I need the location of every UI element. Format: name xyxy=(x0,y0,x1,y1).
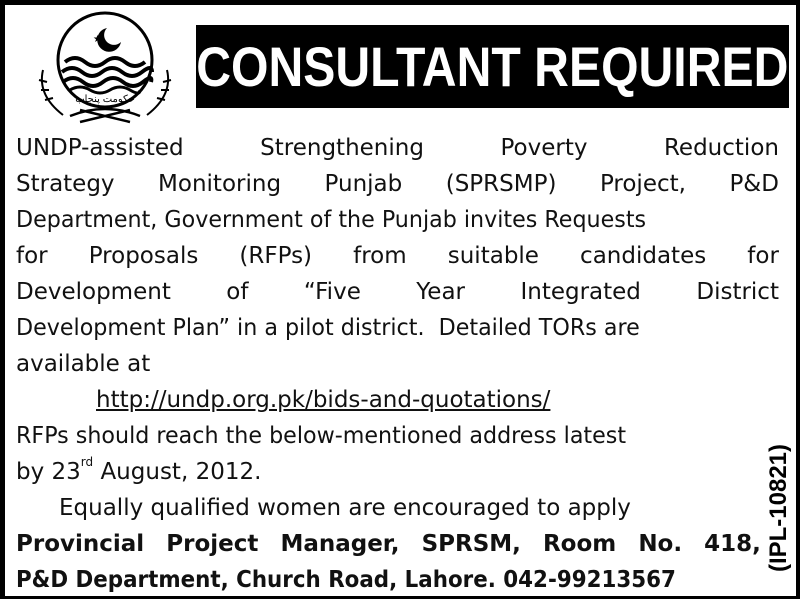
word: candidates xyxy=(580,243,707,269)
tor-url-link[interactable]: http://undp.org.pk/bids-and-quotations/ xyxy=(96,387,551,413)
women-note: Equally qualified women are encouraged to apply xyxy=(59,495,631,521)
word: “Five xyxy=(303,279,361,305)
word: 418, xyxy=(704,531,761,557)
body-line: Department, Government of the Punjab invites Requests xyxy=(16,207,647,233)
word: No. xyxy=(638,531,683,557)
word: (SPRSMP) xyxy=(445,171,557,197)
body-line xyxy=(16,166,779,202)
reference-code xyxy=(764,420,794,595)
word: Reduction xyxy=(663,135,779,161)
word: Provincial xyxy=(16,531,145,557)
word: UNDP-assisted xyxy=(16,135,184,161)
body-line: available at xyxy=(16,351,151,377)
word: Project xyxy=(166,531,259,557)
punjab-government-logo xyxy=(25,10,185,128)
deadline-line: RFPs should reach the below-mentioned address latest xyxy=(16,423,627,449)
word: for xyxy=(16,243,48,269)
word: SPRSM, xyxy=(421,531,521,557)
advertisement-body xyxy=(16,130,779,598)
deadline-suffix: August, 2012. xyxy=(93,459,262,485)
word: suitable xyxy=(447,243,539,269)
word: District xyxy=(696,279,779,305)
body-line xyxy=(16,274,779,310)
word: Punjab xyxy=(324,171,403,197)
word: Room xyxy=(542,531,617,557)
word: Manager, xyxy=(280,531,400,557)
svg-text:★: ★ xyxy=(93,34,102,45)
deadline-date xyxy=(16,454,779,490)
word: Strategy xyxy=(16,171,115,197)
word: Poverty xyxy=(500,135,588,161)
body-line xyxy=(16,238,779,274)
deadline-prefix: by 23 xyxy=(16,459,81,485)
headline-text: CONSULTANT REQUIRED xyxy=(196,35,789,98)
body-line xyxy=(16,130,779,166)
svg-text:حکومت پنجاب: حکومت پنجاب xyxy=(75,94,135,105)
word: for xyxy=(747,243,779,269)
word: of xyxy=(226,279,249,305)
reference-text: (IPL-10821) xyxy=(765,443,792,572)
word: Strengthening xyxy=(260,135,424,161)
word: Year xyxy=(416,279,465,305)
word: P&D xyxy=(729,171,779,197)
word: Project, xyxy=(599,171,686,197)
word: Proposals xyxy=(88,243,199,269)
headline-banner xyxy=(196,25,789,108)
ordinal-suffix: rd xyxy=(80,455,94,469)
address-line xyxy=(16,526,761,562)
word: (RFPs) xyxy=(239,243,313,269)
word: Integrated xyxy=(520,279,641,305)
word: Development xyxy=(16,279,171,305)
address-line: P&D Department, Church Road, Lahore. 042-99213567 xyxy=(16,567,676,593)
emblem-icon xyxy=(25,10,185,128)
body-line: Development Plan” in a pilot district. Detailed TORs are xyxy=(16,315,640,341)
word: Monitoring xyxy=(158,171,282,197)
word: from xyxy=(353,243,407,269)
